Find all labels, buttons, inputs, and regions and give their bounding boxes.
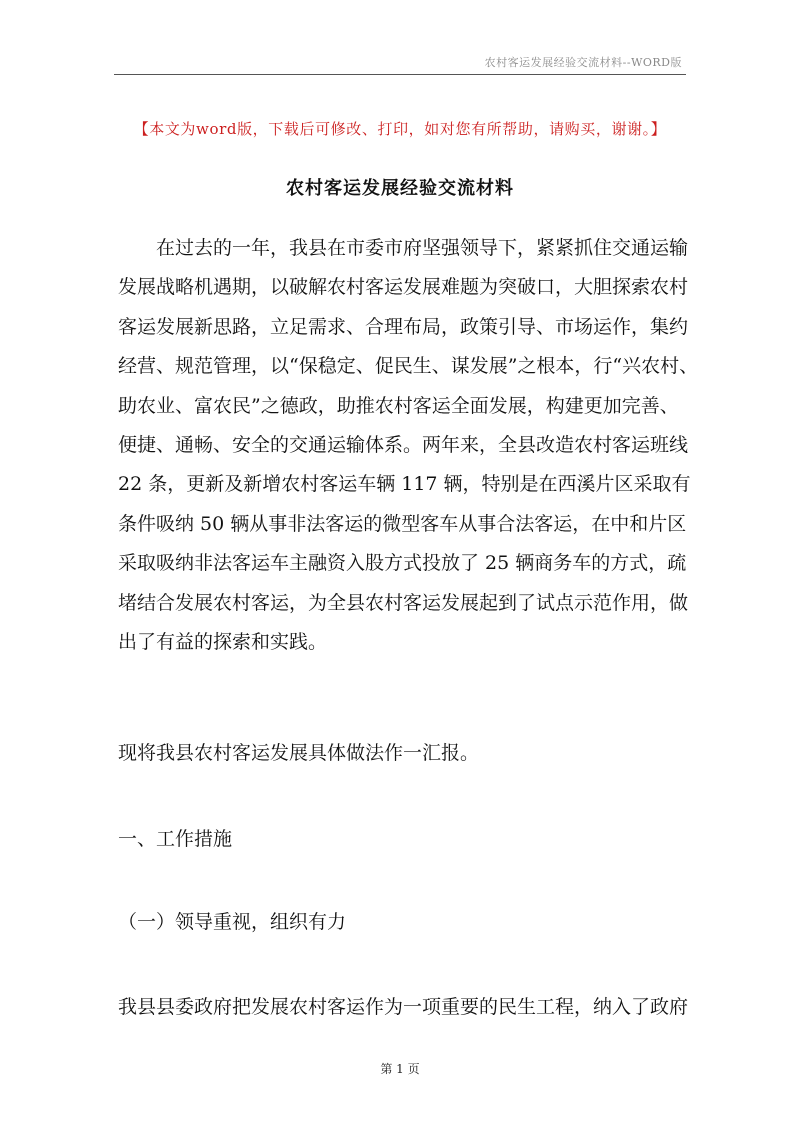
header-divider: [114, 74, 686, 75]
report-intro-line: 现将我县农村客运发展具体做法作一汇报。: [118, 742, 480, 764]
paragraph-line: 助农业、富农民”之德政，助推农村客运全面发展，构建更加完善、: [118, 394, 679, 417]
page-number: 第 1 页: [380, 1062, 420, 1076]
paragraph-line: 发展战略机遇期，以破解农村客运发展难题为突破口，大胆探索农村: [118, 276, 689, 299]
paragraph-line: 我县县委政府把发展农村客运作为一项重要的民生工程，纳入了政府: [118, 996, 689, 1018]
paragraph-line: 22 条，更新及新增农村客运车辆 117 辆，特别是在西溪片区采取有: [118, 473, 691, 496]
paragraph-line: 采取吸纳非法客运车主融资入股方式投放了 25 辆商务车的方式，疏: [118, 552, 687, 575]
paragraph-line: 堵结合发展农村客运，为全县农村客运发展起到了试点示范作用，做: [118, 591, 689, 614]
intro-paragraph: [118, 229, 699, 662]
paragraph-line: 出了有益的探索和实践。: [118, 630, 328, 653]
subsection-heading: （一）领导重视，组织有力: [118, 911, 347, 933]
section-heading: 一、工作措施: [118, 828, 233, 850]
running-header: 农村客运发展经验交流材料--WORD版: [484, 56, 682, 69]
paragraph-line: 条件吸纳 50 辆从事非法客运的微型客车从事合法客运，在中和片区: [118, 512, 687, 535]
document-title: 农村客运发展经验交流材料: [286, 178, 514, 199]
paragraph-line: 在过去的一年，我县在市委市府坚强领导下，紧紧抓住交通运输: [118, 237, 689, 259]
download-notice: 【本文为word版，下载后可修改、打印，如对您有所帮助，请购买，谢谢。】: [133, 120, 667, 138]
paragraph-line: 客运发展新思路，立足需求、合理布局，政策引导、市场运作，集约: [118, 315, 689, 338]
paragraph-line: 经营、规范管理，以“保稳定、促民生、谋发展”之根本，行“兴农村、: [118, 355, 699, 378]
paragraph-line: 便捷、通畅、安全的交通运输体系。两年来，全县改造农村客运班线: [118, 433, 689, 456]
